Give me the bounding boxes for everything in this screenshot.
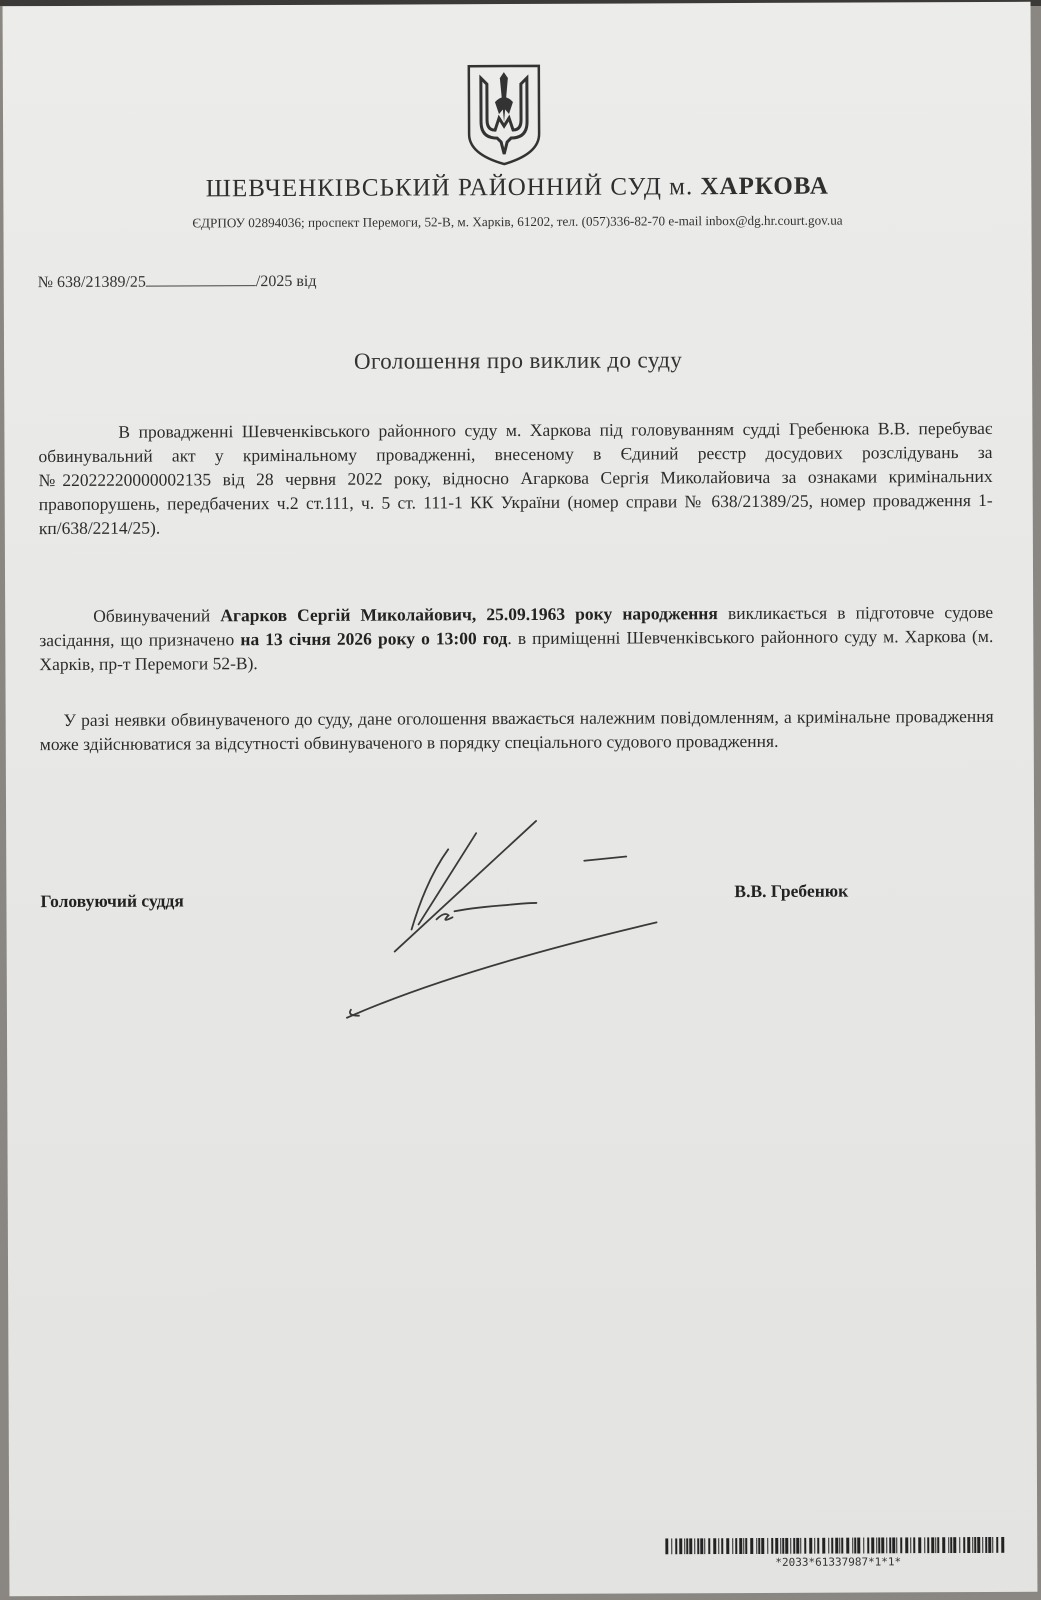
- document-title: Оголошення про виклик до суду: [353, 347, 683, 374]
- signatory-name: В.В. Гребенюк: [734, 880, 849, 902]
- paragraph-proceedings: В провадженні Шевченківського районного суду м. Харкова під головуванням судді Гребенюка В.В. перебуває обвинувальний акт у кримінальному провадженні, внесеному в Єдиний реєстр досудових розслідувань за №22022220000002135 від 28 червня 2022 року, відносно Агаркова Сергія Миколайовича за ознаками кримінальних правопорушень, передбачених ч.2 ст.111, ч. 5 ст. 111-1 КК України (номер справи № 638/21389/25, номер провадження 1-кп/638/2214/25).: [38, 417, 993, 539]
- barcode-number: *2033*61337987*1*1*: [775, 1555, 902, 1569]
- handwritten-signature: [336, 818, 667, 1029]
- paragraph-summons: Обвинувачений Агарков Сергій Миколайович, 25.09.1963 року народження викликається в підготовче судове засідання, що призначено на 13 січня 2026 року о 13:00 год. в приміщенні Шевченківського районного суду м. Харкова (м. Харків, пр-т Перемоги 52-В).: [39, 601, 994, 675]
- trident-emblem-icon: [465, 62, 543, 166]
- reference-number: № 638/21389/25 /2025 від: [37, 272, 317, 292]
- document-page: [3, 2, 1038, 1596]
- court-address: ЄДРПОУ 02894036; проспект Перемоги, 52-В, м. Харків, 61202, тел. (057)336-82-70 e-mail inbox@dg.hr.court.gov.ua: [192, 212, 843, 231]
- paragraph-absence-notice: У разі неявки обвинуваченого до суду, дане оголошення вважається належним повідомленням, а кримінальне провадження може здійснюватися за відсутності обвинуваченого в порядку спеціального судового провадження.: [39, 705, 994, 755]
- signatory-role: Головуючий суддя: [40, 890, 184, 912]
- barcode-icon: [665, 1537, 1009, 1555]
- court-name: ШЕВЧЕНКІВСЬКИЙ РАЙОННИЙ СУД м. ХАРКОВА: [205, 172, 829, 203]
